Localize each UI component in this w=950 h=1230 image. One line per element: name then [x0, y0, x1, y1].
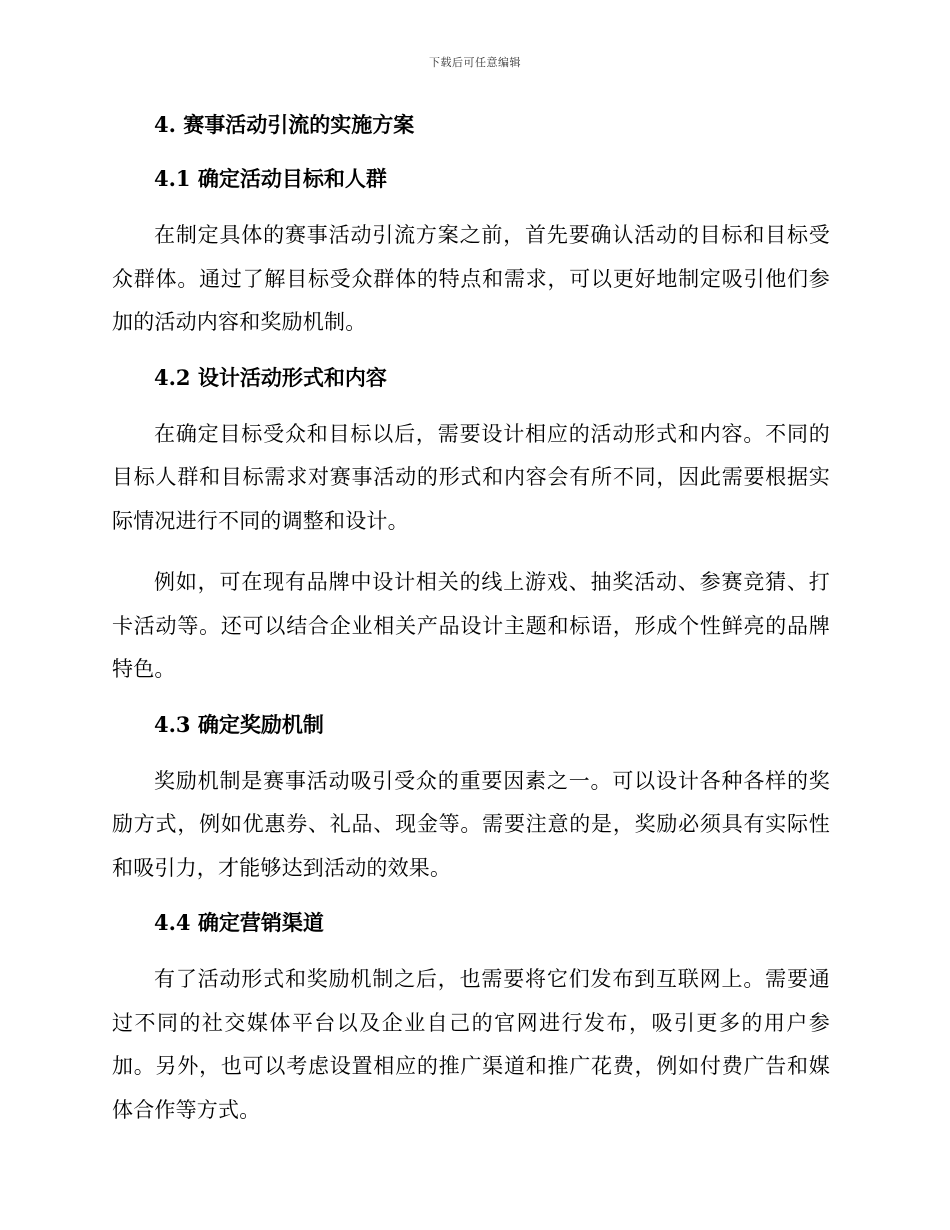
paragraph-4-3-1: 奖励机制是赛事活动吸引受众的重要因素之一。可以设计各种各样的奖励方式，例如优惠券、礼品、现金等。需要注意的是，奖励必须具有实际性和吸引力，才能够达到活动的效果。 [112, 768, 830, 880]
document-body [112, 110, 830, 1150]
subsection-title-4-3: 4.3 确定奖励机制 [154, 711, 324, 737]
subsection-title-4-1: 4.1 确定活动目标和人群 [154, 166, 387, 191]
header-note: 下载后可任意编辑 [429, 56, 521, 69]
paragraph-4-1-1: 在制定具体的赛事活动引流方案之前，首先要确认活动的目标和目标受众群体。通过了解目标受众群体的特点和需求，可以更好地制定吸引他们参加的活动内容和奖励机制。 [112, 223, 830, 334]
subsection-title-4-4: 4.4 确定营销渠道 [154, 910, 324, 935]
subsection-title-4-2: 4.2 设计活动形式和内容 [154, 364, 387, 390]
paragraph-4-2-2: 例如，可在现有品牌中设计相关的线上游戏、抽奖活动、参赛竞猜、打卡活动等。还可以结合企业相关产品设计主题和标语，形成个性鲜亮的品牌特色。 [112, 570, 830, 681]
section-title: 4. 赛事活动引流的实施方案 [154, 112, 415, 137]
paragraph-4-2-1: 在确定目标受众和目标以后，需要设计相应的活动形式和内容。不同的目标人群和目标需求对赛事活动的形式和内容会有所不同，因此需要根据实际情况进行不同的调整和设计。 [112, 421, 830, 533]
paragraph-4-4-1: 有了活动形式和奖励机制之后，也需要将它们发布到互联网上。需要通过不同的社交媒体平台以及企业自己的官网进行发布，吸引更多的用户参加。另外，也可以考虑设置相应的推广渠道和推广花费，例如付费广告和媒体合作等方式。 [112, 967, 830, 1122]
